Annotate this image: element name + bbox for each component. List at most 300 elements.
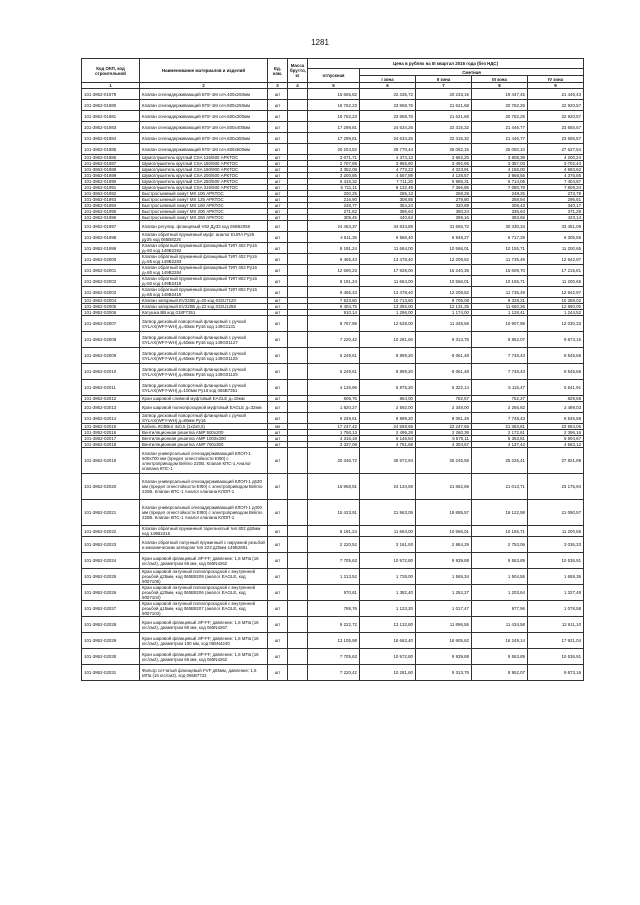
row-mass: [288, 254, 308, 265]
row-price-zone-2: 4 128,57: [416, 173, 472, 179]
row-price-zone-1: 2 495,28: [360, 430, 416, 436]
row-mass: [288, 265, 308, 276]
row-price-zone-4: 23 655,67: [528, 133, 584, 144]
table-row: [82, 601, 584, 617]
row-code: 101-3862-01984: [82, 133, 140, 144]
row-code: 101-3862-02004: [82, 298, 140, 304]
row-mass: [288, 665, 308, 681]
row-unit: шт: [268, 287, 288, 298]
row-price-zone-1: 1 728,00: [360, 569, 416, 585]
row-price-zone-3: 1 128,41: [472, 310, 528, 316]
row-mass: [288, 649, 308, 665]
row-price-sale: 15 665,82: [308, 89, 360, 100]
row-name: Клапан универсальный огнезадерживающий КЛОП-1 д630 мм (предел огнестойкости EI90) с электроприводом Belimo 220В. Клапан КПС-1 Аналог клапана КЛОП-1: [140, 474, 268, 500]
row-price-zone-3: 30 330,34: [472, 221, 528, 232]
row-price-sale: 8 191,24: [308, 243, 360, 254]
row-price-sale: 4 125,96: [308, 380, 360, 396]
row-price-zone-2: 9 939,88: [416, 553, 472, 569]
row-price-zone-1: 11 664,00: [360, 243, 416, 254]
row-price-zone-3: 9 553,89: [472, 649, 528, 665]
header-estimate: Сметная: [360, 69, 584, 76]
row-price-zone-2: 21 862,69: [416, 474, 472, 500]
row-price-zone-3: 25 050,10: [472, 144, 528, 155]
page-number: 1281: [311, 38, 329, 47]
row-name: Кран шаровой полнопроходной муфтовый EAGLE д=32мм: [140, 402, 268, 413]
row-unit: шт: [268, 209, 288, 215]
row-name: Клапан обратный пружинный тарельчатый тип 802 д50мм код 149B2415: [140, 526, 268, 537]
row-price-zone-1: 3 855,60: [360, 161, 416, 167]
row-price-sale: 7 705,63: [308, 649, 360, 665]
row-price-zone-3: 19 122,98: [472, 500, 528, 526]
row-name: Кран шаровой фланцевый JIP-FF, давление: 1,6 МПа (16 кгс/см2), диаметром 100 мм, код 065N4240: [140, 633, 268, 649]
row-price-zone-4: 371,28: [528, 209, 584, 215]
row-price-zone-2: 21 621,68: [416, 100, 472, 111]
row-price-zone-3: 2 753,06: [472, 537, 528, 553]
row-price-sale: 13 105,98: [308, 633, 360, 649]
table-row: [82, 221, 584, 232]
row-name: Клапан огнезадерживающий КПУ-1М сеч.500х250мм: [140, 100, 268, 111]
row-price-sale: 3 352,08: [308, 167, 360, 173]
row-price-zone-3: 10 155,71: [472, 243, 528, 254]
row-unit: шт: [268, 122, 288, 133]
row-mass: [288, 585, 308, 601]
row-unit: шт: [268, 232, 288, 243]
row-code: 101-3862-02005: [82, 304, 140, 310]
row-price-zone-3: 4 156,00: [472, 167, 528, 173]
row-price-zone-3: 977,96: [472, 601, 528, 617]
row-unit: шт: [268, 89, 288, 100]
row-price-zone-4: 7 809,34: [528, 185, 584, 191]
row-price-zone-2: 8 061,48: [416, 348, 472, 364]
row-price-zone-1: 12 528,00: [360, 316, 416, 332]
row-price-zone-2: 279,80: [416, 197, 472, 203]
table-row: [82, 111, 584, 122]
row-price-zone-4: 5 904,67: [528, 436, 584, 442]
row-mass: [288, 402, 308, 413]
row-price-zone-1: 13 132,80: [360, 617, 416, 633]
row-price-zone-3: 11 660,26: [472, 304, 528, 310]
row-price-zone-2: 5 570,11: [416, 436, 472, 442]
row-name: Затвор дисковый поворотный фланцевый с ручкой SYLAX(WFY-WH) д=100мм Ру16 код 065B7351: [140, 380, 268, 396]
row-price-zone-4: 3 702,44: [528, 161, 584, 167]
row-price-zone-3: 8 952,07: [472, 665, 528, 681]
row-code: 101-3862-01994: [82, 203, 140, 209]
row-mass: [288, 500, 308, 526]
row-unit: шт: [268, 133, 288, 144]
row-unit: шт: [268, 203, 288, 209]
row-code: 101-3862-01996: [82, 215, 140, 221]
row-price-zone-3: 21 446,77: [472, 122, 528, 133]
row-price-zone-2: 10 566,01: [416, 526, 472, 537]
row-code: 101-3862-01990: [82, 179, 140, 185]
row-code: 101-3862-01995: [82, 209, 140, 215]
column-index: 8: [472, 83, 528, 89]
row-code: 101-3862-02011: [82, 380, 140, 396]
row-name: Клапан универсальный огнезадерживающий КЛОП-1 д400 мм (предел огнестойкости EI90) с электроприводом Belimo 220В. Клапан КПС-1 Аналог клапана КЛОП-1: [140, 500, 268, 526]
row-mass: [288, 221, 308, 232]
row-price-zone-3: 4 137,42: [472, 442, 528, 448]
table-row: [82, 413, 584, 424]
row-unit: шт: [268, 474, 288, 500]
row-price-zone-1: 11 664,00: [360, 276, 416, 287]
row-code: 101-3862-02000: [82, 254, 140, 265]
row-unit: шт: [268, 161, 288, 167]
row-price-zone-3: 1 203,64: [472, 585, 528, 601]
row-price-zone-2: 3 492,65: [416, 161, 472, 167]
row-price-sale: 200,25: [308, 191, 360, 197]
row-price-zone-1: 4 751,69: [360, 442, 416, 448]
row-price-zone-3: 5 353,81: [472, 436, 528, 442]
row-price-zone-2: 11 348,68: [416, 316, 472, 332]
row-unit: шт: [268, 179, 288, 185]
row-price-zone-4: 10 536,91: [528, 553, 584, 569]
table-row: [82, 276, 584, 287]
row-price-sale: 1 820,27: [308, 402, 360, 413]
row-price-zone-1: 24 634,26: [360, 122, 416, 133]
row-price-sale: 20 346,72: [308, 448, 360, 474]
table-row: [82, 287, 584, 298]
row-price-zone-4: 22 920,57: [528, 111, 584, 122]
row-price-zone-2: 9 939,88: [416, 649, 472, 665]
row-price-sale: 7 220,42: [308, 332, 360, 348]
row-unit: шт: [268, 537, 288, 553]
row-price-zone-2: 5 948,27: [416, 232, 472, 243]
row-mass: [288, 111, 308, 122]
row-price-zone-4: 6 305,55: [528, 232, 584, 243]
row-price-sale: 3 200,85: [308, 173, 360, 179]
row-price-zone-2: 3 962,25: [416, 155, 472, 161]
row-price-zone-3: 21 383,81: [472, 424, 528, 430]
table-header: [82, 59, 584, 89]
row-name: Кран шаровой латунный полнопроходной с внутренней резьбой д25мм, код 065B8209 (аналог EAGLE, код 9007105): [140, 569, 268, 585]
row-name: Шумоглушитель круглый CSA 160/900 АРКТОС: [140, 167, 268, 173]
row-price-zone-2: 9 705,08: [416, 298, 472, 304]
row-price-zone-4: 829,68: [528, 396, 584, 402]
header-mass: Масса брутто, кг: [288, 59, 308, 83]
row-mass: [288, 526, 308, 537]
row-unit: шт: [268, 316, 288, 332]
row-mass: [288, 380, 308, 396]
table-row: [82, 633, 584, 649]
row-price-zone-3: 3 968,55: [472, 173, 528, 179]
row-price-zone-3: 336,64: [472, 209, 528, 215]
row-unit: шт: [268, 553, 288, 569]
row-code: 101-3862-01993: [82, 197, 140, 203]
row-price-zone-4: 1 327,48: [528, 585, 584, 601]
row-code: 101-3862-01981: [82, 111, 140, 122]
table-row: [82, 537, 584, 553]
row-code: 101-3862-02020: [82, 474, 140, 500]
row-mass: [288, 413, 308, 424]
row-unit: шт: [268, 601, 288, 617]
row-price-sale: 20 204,52: [308, 144, 360, 155]
row-price-zone-3: 6 714,06: [472, 179, 528, 185]
row-unit: шт: [268, 298, 288, 304]
column-index: 6: [360, 83, 416, 89]
row-price-zone-1: 7 711,20: [360, 179, 416, 185]
row-name: Клапан обратный пружинный фланцевый ТИП 802 Ру16 д=65 код 149B2419: [140, 287, 268, 298]
row-name: Затвор дисковый поворотный фланцевый с ручкой SYLAX(WFY-WH) д=50мм Ру16 код 149G01127: [140, 332, 268, 348]
row-mass: [288, 243, 308, 254]
row-mass: [288, 122, 308, 133]
row-price-zone-2: 2 348,00: [416, 402, 472, 413]
row-price-zone-3: 308,43: [472, 203, 528, 209]
row-price-zone-2: 21 621,68: [416, 111, 472, 122]
row-name: Быстросъемный хомут MX 160 АРКТОС: [140, 203, 268, 209]
row-name: Фильтр сетчатый фланцевый FVF д65мм, давление: 1,6 МПа (16 кгс/см2), код 065B7732: [140, 665, 268, 681]
row-price-zone-2: 16 240,35: [416, 265, 472, 276]
row-name: Клапан обратный пружинный фланцевый ТИП 402 Ру16 д=50 код 149B2282: [140, 243, 268, 254]
row-price-zone-3: 9 553,89: [472, 553, 528, 569]
row-mass: [288, 133, 308, 144]
row-mass: [288, 332, 308, 348]
row-price-zone-1: 11 664,00: [360, 526, 416, 537]
row-price-zone-1: 34 834,89: [360, 221, 416, 232]
row-price-zone-1: 28 972,94: [360, 448, 416, 474]
row-code: 101-3862-02016: [82, 430, 140, 436]
row-price-zone-4: 8 545,68: [528, 348, 584, 364]
row-price-sale: 1 756,13: [308, 430, 360, 436]
row-price-zone-4: 21 090,57: [528, 500, 584, 526]
row-price-zone-2: 258,28: [416, 191, 472, 197]
row-price-zone-2: 8 061,48: [416, 413, 472, 424]
row-price-zone-4: 23 655,67: [528, 122, 584, 133]
row-price-zone-3: 7 748,43: [472, 364, 528, 380]
row-unit: шт: [268, 144, 288, 155]
row-price-zone-2: 9 313,75: [416, 332, 472, 348]
column-index: 4: [288, 83, 308, 89]
row-mass: [288, 633, 308, 649]
row-price-sale: 16 762,23: [308, 111, 360, 122]
row-price-sale: 910,14: [308, 310, 360, 316]
row-unit: шт: [268, 396, 288, 402]
row-name: Быстросъемный хомут MX 250 АРКТОС: [140, 215, 268, 221]
table-row: [82, 254, 584, 265]
row-price-zone-2: 12 209,62: [416, 287, 472, 298]
row-price-zone-4: 27 821,99: [528, 448, 584, 474]
row-price-sale: 2 220,52: [308, 537, 360, 553]
row-price-zone-2: 4 323,91: [416, 167, 472, 173]
row-code: 101-3862-01999: [82, 243, 140, 254]
row-price-sale: 216,90: [308, 197, 360, 203]
row-name: Вентиляционная решетка AMP 500х200: [140, 430, 268, 436]
row-price-zone-3: 383,66: [472, 215, 528, 221]
table-body: [82, 89, 584, 681]
row-price-zone-2: 1 252,27: [416, 585, 472, 601]
row-name: Клапан запорный EV220B д=22 код 032U1258: [140, 304, 268, 310]
table-row: [82, 89, 584, 100]
row-name: Клапан обратный пружинный фланцевый ТИП 402 Ру16 д=80 код 149B2284: [140, 265, 268, 276]
row-price-zone-3: 8 952,07: [472, 332, 528, 348]
row-name: Кран шаровой фланцевый JIP-FF, давление: 1,6 МПа (16 кгс/см2), диаметром 80 мм, код 065N4267: [140, 617, 268, 633]
row-price-zone-2: 1 174,00: [416, 310, 472, 316]
row-name: Клапан огнезадерживающий КПУ-1М сеч.500х300мм: [140, 111, 268, 122]
row-name: Катушка BB код 018F7351: [140, 310, 268, 316]
row-price-zone-1: 354,24: [360, 203, 416, 209]
row-name: Клапан огнезадерживающий КПУ-1М сеч.600х500мм: [140, 144, 268, 155]
row-unit: шт: [268, 402, 288, 413]
column-index: 1: [82, 83, 140, 89]
row-code: 101-3862-02022: [82, 526, 140, 537]
row-price-sale: 16 968,91: [308, 474, 360, 500]
price-table: [81, 58, 584, 681]
row-price-zone-1: 24 559,66: [360, 424, 416, 430]
row-price-zone-2: 12 209,62: [416, 254, 472, 265]
row-price-zone-1: 24 634,26: [360, 133, 416, 144]
row-price-zone-2: 16 905,62: [416, 633, 472, 649]
header-zone-3: III зона: [472, 76, 528, 83]
row-price-zone-2: 19 895,57: [416, 500, 472, 526]
row-mass: [288, 537, 308, 553]
row-code: 101-3862-02008: [82, 332, 140, 348]
header-price-group: Цена в рублях на III квартал 2016 года (без НДС): [308, 59, 584, 69]
row-price-zone-2: 350,24: [416, 209, 472, 215]
row-unit: шт: [268, 197, 288, 203]
row-code: 101-3862-01980: [82, 100, 140, 111]
table-row: [82, 448, 584, 474]
row-price-zone-1: 6 145,84: [360, 436, 416, 442]
row-price-zone-4: 27 627,54: [528, 144, 584, 155]
row-price-zone-3: 21 446,77: [472, 133, 528, 144]
row-price-zone-4: 296,61: [528, 197, 584, 203]
table-row: [82, 569, 584, 585]
row-price-sale: 17 299,81: [308, 133, 360, 144]
row-price-zone-1: 864,00: [360, 396, 416, 402]
row-price-sale: 788,76: [308, 601, 360, 617]
table-row: [82, 526, 584, 537]
row-code: 101-3862-01979: [82, 89, 140, 100]
row-price-zone-3: 21 013,71: [472, 474, 528, 500]
row-unit: шт: [268, 569, 288, 585]
row-price-zone-4: 17 921,04: [528, 633, 584, 649]
table-row: [82, 316, 584, 332]
row-price-zone-1: 1 382,40: [360, 585, 416, 601]
row-price-sale: 17 247,42: [308, 424, 360, 430]
row-price-zone-4: 11 200,65: [528, 526, 584, 537]
row-price-zone-4: 4 563,12: [528, 442, 584, 448]
column-index: 3: [268, 83, 288, 89]
row-name: Клапан обратный пружинный муфт. аналог EURA Ру25 ду25 код 065B8226: [140, 232, 268, 243]
row-price-sale: 9 222,72: [308, 617, 360, 633]
row-price-zone-2: 2 260,38: [416, 430, 472, 436]
row-mass: [288, 100, 308, 111]
row-name: Кран шаровой латунный полнопроходной с внутренней резьбой д20мм, код 065B8206 (аналог EAGLE, код 9007104): [140, 585, 268, 601]
row-price-zone-1: 4 557,89: [360, 173, 416, 179]
column-index: 2: [140, 83, 268, 89]
table-row: [82, 500, 584, 526]
row-code: 101-3862-02019: [82, 448, 140, 474]
row-price-zone-4: 4 200,24: [528, 155, 584, 161]
row-price-zone-4: 11 200,65: [528, 276, 584, 287]
row-price-zone-2: 7 366,86: [416, 185, 472, 191]
row-price-zone-2: 26 062,15: [416, 144, 472, 155]
row-price-zone-2: 5 322,14: [416, 380, 472, 396]
row-code: 101-3862-02028: [82, 617, 140, 633]
table-row: [82, 100, 584, 111]
row-unit: шт: [268, 155, 288, 161]
row-price-zone-4: 273,79: [528, 191, 584, 197]
row-mass: [288, 617, 308, 633]
row-price-zone-2: 9 313,75: [416, 665, 472, 681]
row-price-sale: 8 191,24: [308, 526, 360, 537]
row-price-zone-4: 2 489,03: [528, 402, 584, 413]
row-price-sale: 2 707,68: [308, 161, 360, 167]
row-code: 101-3862-02029: [82, 633, 140, 649]
row-unit: шт: [268, 617, 288, 633]
row-price-zone-2: 10 566,01: [416, 276, 472, 287]
row-price-zone-1: 23 868,76: [360, 100, 416, 111]
row-mass: [288, 569, 308, 585]
row-name: Клапан огнезадерживающий КПУ-1М сеч.600х350мм: [140, 133, 268, 144]
row-price-zone-1: 23 868,76: [360, 111, 416, 122]
table-row: [82, 585, 584, 601]
row-mass: [288, 364, 308, 380]
row-price-zone-2: 12 131,35: [416, 304, 472, 310]
row-unit: шт: [268, 276, 288, 287]
row-price-sale: 6 249,61: [308, 348, 360, 364]
row-name: Шумоглушитель круглый CSA 125/600 АРКТОС: [140, 155, 268, 161]
row-unit: шт: [268, 665, 288, 681]
row-price-zone-4: 4 376,85: [528, 173, 584, 179]
row-price-zone-3: 10 155,71: [472, 276, 528, 287]
row-unit: шт: [268, 221, 288, 232]
row-name: Быстросъемный хомут MX 100 АРКТОС: [140, 191, 268, 197]
row-price-sale: 7 220,42: [308, 665, 360, 681]
row-price-sale: 6 249,61: [308, 413, 360, 424]
row-price-zone-3: 11 735,49: [472, 254, 528, 265]
row-price-zone-2: 22 247,66: [416, 424, 472, 430]
row-mass: [288, 316, 308, 332]
row-price-zone-3: 1 504,55: [472, 569, 528, 585]
table-row: [82, 133, 584, 144]
row-code: 101-3862-02031: [82, 665, 140, 681]
row-price-zone-1: 24 134,59: [360, 474, 416, 500]
header-code: Код ОКП, код строительной: [82, 59, 140, 83]
row-price-sale: 970,61: [308, 585, 360, 601]
row-price-zone-2: 320,89: [416, 203, 472, 209]
row-price-zone-1: 18 662,40: [360, 633, 416, 649]
row-price-zone-4: 7 404,87: [528, 179, 584, 185]
row-unit: шт: [268, 100, 288, 111]
row-name: Затвор дисковый поворотный фланцевый с ручкой SYLAX(WFY-WH) д=40мм Ру16 код 149G1131: [140, 316, 268, 332]
row-code: 101-3862-02009: [82, 348, 140, 364]
row-unit: шт: [268, 265, 288, 276]
row-mass: [288, 348, 308, 364]
row-price-zone-4: 8 545,68: [528, 364, 584, 380]
row-price-zone-4: 22 920,57: [528, 100, 584, 111]
header-zone-4: IV зона: [528, 76, 584, 83]
table-row: [82, 348, 584, 364]
table-row: [82, 649, 584, 665]
row-mass: [288, 232, 308, 243]
row-unit: шт: [268, 413, 288, 424]
row-price-sale: 17 299,81: [308, 122, 360, 133]
row-price-zone-1: 10 713,60: [360, 298, 416, 304]
row-name: Клапан универсальный огнезадерживающий КЛОП-1 600х700 мм (предел огнестойкости EI90) с электроприводом Belimo 220В. Клапан КПС-1 Аналог клапана КПС-1: [140, 448, 268, 474]
row-code: 101-3862-02013: [82, 402, 140, 413]
row-price-zone-1: 4 773,23: [360, 167, 416, 173]
table-row: [82, 122, 584, 133]
row-price-zone-3: 20 782,25: [472, 100, 528, 111]
row-price-zone-1: 10 972,80: [360, 553, 416, 569]
row-mass: [288, 553, 308, 569]
row-name: Затвор дисковый поворотный фланцевый с ручкой SYLAX(WFY-WH) д=80мм Ру16 код 149G01129: [140, 364, 268, 380]
row-price-zone-4: 4 583,62: [528, 167, 584, 173]
row-name: Клапан обратный латунный пружинный с наружной резьбой и механическим затвором тип 223 д20мм 149B2891: [140, 537, 268, 553]
row-price-zone-4: 12 611,10: [528, 617, 584, 633]
row-price-zone-1: 6 566,40: [360, 232, 416, 243]
row-code: 101-3862-02017: [82, 436, 140, 442]
